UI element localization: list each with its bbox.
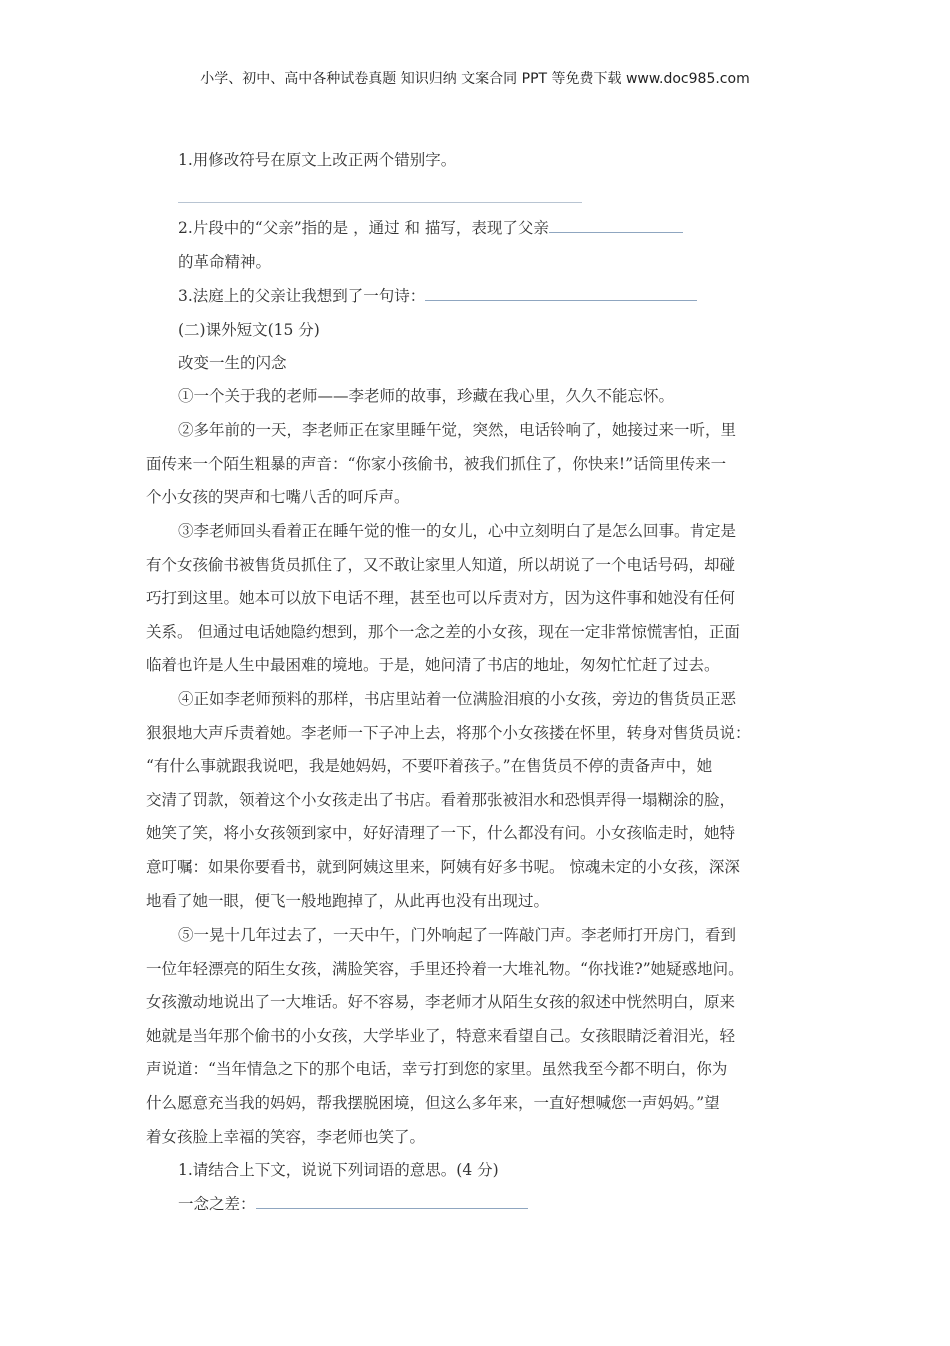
- sub-question-1-item: [178, 1194, 528, 1214]
- paragraph-line: 她笑了笑，将小女孩领到家中，好好清理了一下，什么都没有问。小女孩临走时，她特: [146, 824, 736, 843]
- question-3-text: 3.法庭上的父亲让我想到了一句诗：: [178, 287, 426, 305]
- paragraph-line: 巧打到这里。她本可以放下电话不理，甚至也可以斥责对方，因为这件事和她没有任何: [146, 589, 736, 608]
- paragraph-line: 女孩激动地说出了一大堆话。好不容易，李老师才从陌生女孩的叙述中恍然明白，原来: [146, 993, 736, 1012]
- term-label: 一念之差：: [178, 1195, 256, 1213]
- paragraph-line: ⑤一晃十几年过去了，一天中午，门外响起了一阵敲门声。李老师打开房门，看到: [178, 926, 737, 944]
- question-3: [178, 286, 697, 306]
- answer-blank-term[interactable]: [256, 1194, 528, 1209]
- question-2: [178, 218, 683, 238]
- paragraph-3: [146, 515, 806, 683]
- paragraph-2: [146, 414, 806, 515]
- paragraph-line: 个小女孩的哭声和七嘴八舌的呵斥声。: [146, 488, 410, 507]
- section-heading: (二)课外短文(15 分): [178, 321, 320, 339]
- answer-blank-2[interactable]: [549, 218, 683, 233]
- paragraph-line: 她就是当年那个偷书的小女孩，大学毕业了，特意来看望自己。女孩眼睛泛着泪光，轻: [146, 1026, 736, 1045]
- answer-line-1[interactable]: [178, 202, 582, 203]
- paragraph-4: [146, 683, 806, 918]
- question-1: 1.用修改符号在原文上改正两个错别字。: [178, 151, 457, 169]
- paragraph-line: 关系。 但通过电话她隐约想到，那个一念之差的小女孩，现在一定非常惊慌害怕，正面: [146, 622, 740, 641]
- paragraph-line: 狠狠地大声斥责着她。李老师一下子冲上去，将那个小女孩搂在怀里，转身对售货员说：: [146, 723, 751, 742]
- paragraph-line: 一位年轻漂亮的陌生女孩，满脸笑容，手里还拎着一大堆礼物。“你找谁?”她疑惑地问。: [146, 959, 744, 978]
- paragraph-line: 临着也许是人生中最困难的境地。于是，她问清了书店的地址，匆匆忙忙赶了过去。: [146, 656, 720, 675]
- paragraph-line: 着女孩脸上幸福的笑容，李老师也笑了。: [146, 1127, 426, 1146]
- paragraph-line: ④正如李老师预料的那样，书店里站着一位满脸泪痕的小女孩，旁边的售货员正恶: [178, 690, 737, 708]
- question-2-text: 2.片段中的“父亲”指的是 ，通过 和 描写，表现了父亲: [178, 219, 549, 237]
- paragraph-line: 交清了罚款，领着这个小女孩走出了书店。看着那张被泪水和恐惧弄得一塌糊涂的脸，: [146, 790, 736, 809]
- paragraph-line: 声说道：“当年情急之下的那个电话，幸亏打到您的家里。虽然我至今都不明白，你为: [146, 1060, 728, 1079]
- question-2-continued: 的革命精神。: [178, 253, 272, 271]
- page-header: 小学、初中、高中各种试卷真题 知识归纳 文案合同 PPT 等免费下载 www.doc985.com: [200, 71, 750, 87]
- paragraph-5: [146, 919, 806, 1154]
- passage-title: 改变一生的闪念: [178, 354, 287, 372]
- paragraph-1: ①一个关于我的老师——李老师的故事，珍藏在我心里，久久不能忘怀。: [178, 387, 675, 405]
- paragraph-line: ③李老师回头看着正在睡午觉的惟一的女儿，心中立刻明白了是怎么回事。肯定是: [178, 522, 737, 540]
- sub-question-1: 1.请结合上下文，说说下列词语的意思。(4 分): [178, 1161, 499, 1179]
- paragraph-line: 意叮嘱：如果你要看书，就到阿姨这里来，阿姨有好多书呢。 惊魂未定的小女孩，深深: [146, 857, 740, 876]
- paragraph-line: ②多年前的一天，李老师正在家里睡午觉，突然，电话铃响了，她接过来一听，里: [178, 421, 737, 439]
- paragraph-line: 面传来一个陌生粗暴的声音：“你家小孩偷书，被我们抓住了，你快来!”话筒里传来一: [146, 454, 727, 473]
- paragraph-line: 地看了她一眼，便飞一般地跑掉了，从此再也没有出现过。: [146, 891, 550, 910]
- paragraph-line: “有什么事就跟我说吧，我是她妈妈，不要吓着孩子。”在售货员不停的责备声中，她: [146, 757, 713, 776]
- answer-blank-3[interactable]: [425, 286, 697, 301]
- paragraph-line: 有个女孩偷书被售货员抓住了，又不敢让家里人知道，所以胡说了一个电话号码，却碰: [146, 555, 736, 574]
- paragraph-line: 什么愿意充当我的妈妈，帮我摆脱困境，但这么多年来，一直好想喊您一声妈妈。”望: [146, 1093, 720, 1112]
